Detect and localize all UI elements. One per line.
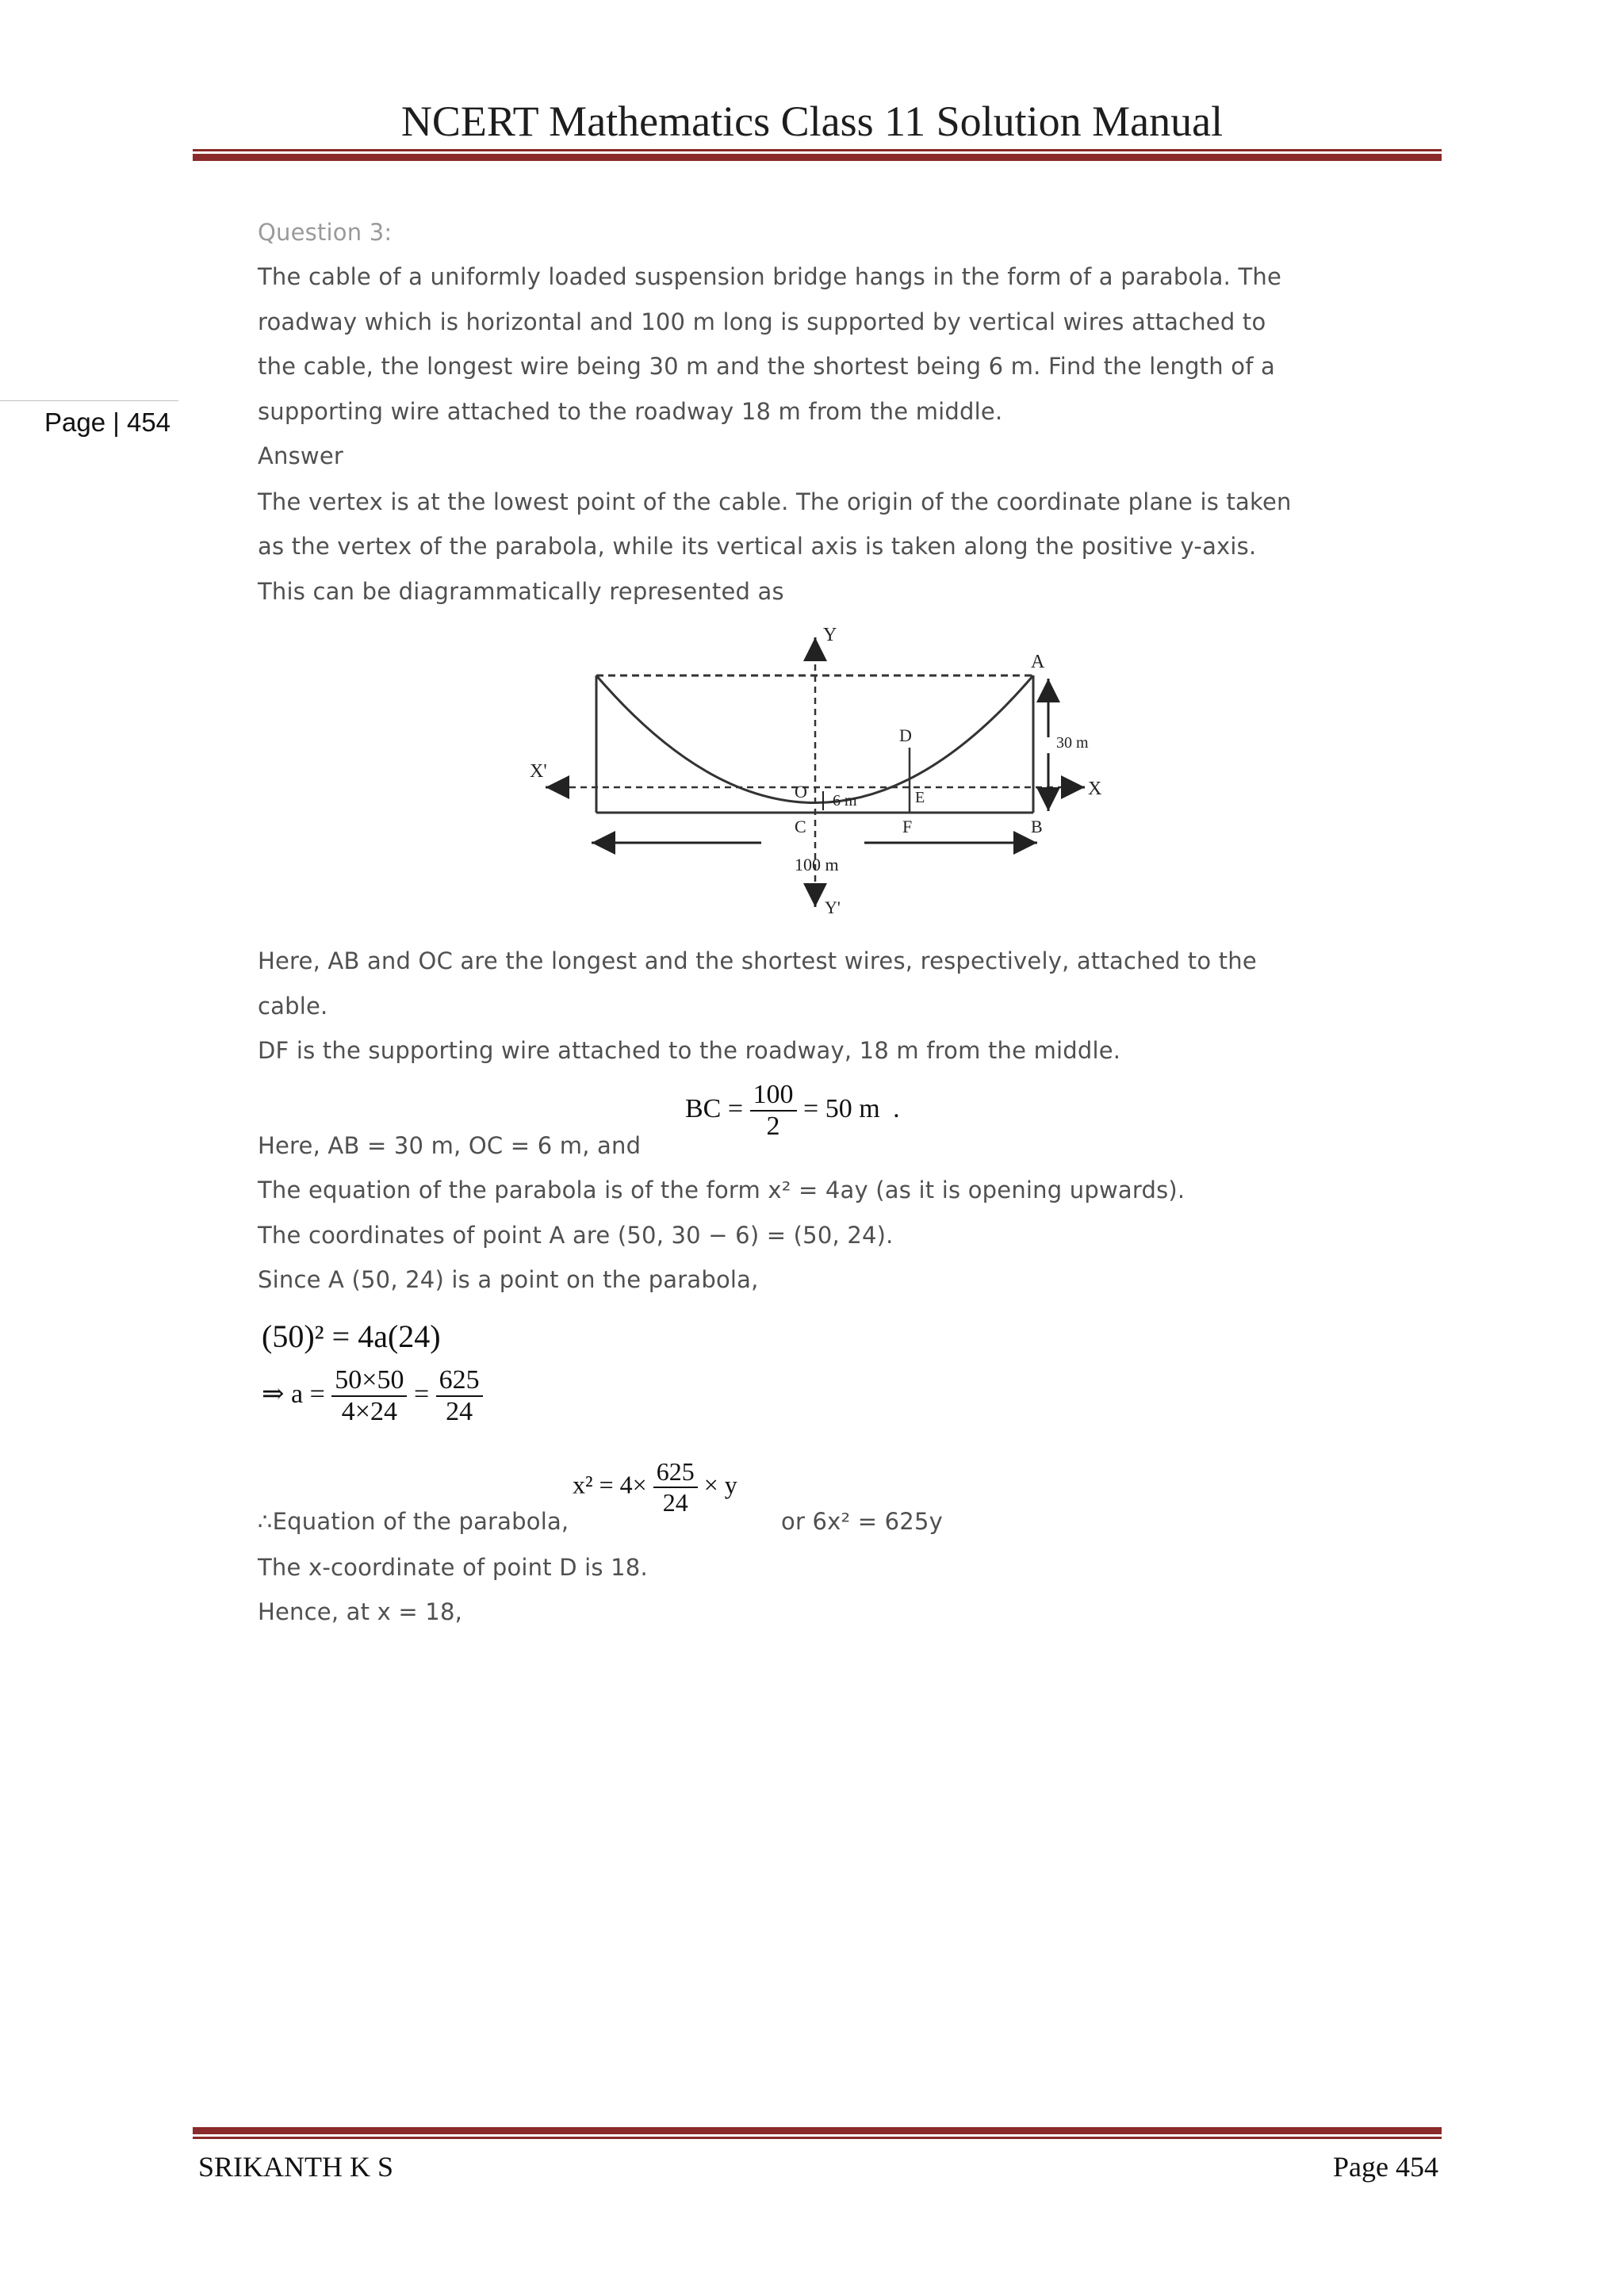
label-f: F — [902, 817, 913, 836]
answer-intro-line: as the vertex of the parabola, while its vertical axis is taken along the positive y-axis. — [258, 533, 1257, 560]
answer-step-line: The equation of the parabola is of the form x² = 4ay (as it is opening upwards). — [258, 1177, 1185, 1203]
question-line: roadway which is horizontal and 100 m long is supported by vertical wires attached to — [258, 308, 1266, 335]
label-y: Y — [823, 625, 837, 645]
eq2-numerator-1: 50×50 — [331, 1365, 407, 1397]
answer-final-line: The x-coordinate of point D is 18. — [258, 1554, 648, 1581]
parabola-denominator: 24 — [662, 1488, 688, 1517]
bc-rhs: = 50 m — [803, 1093, 880, 1123]
equation-a-solution — [262, 1365, 483, 1427]
bc-lhs: BC = — [685, 1093, 744, 1123]
label-b: B — [1031, 817, 1043, 836]
parabola-simplified: or 6x² = 625y — [781, 1508, 943, 1535]
label-e: E — [915, 789, 925, 806]
question-line: the cable, the longest wire being 30 m and the shortest being 6 m. Find the length of a — [258, 353, 1275, 380]
label-o: O — [795, 782, 807, 802]
label-x-neg: X' — [530, 761, 547, 782]
equation-a-substitution: (50)² = 4a(24) — [262, 1318, 441, 1354]
header-rule-thick — [193, 154, 1442, 161]
answer-step-line: The coordinates of point A are (50, 30 − 6) = (50, 24). — [258, 1222, 894, 1249]
answer-step-line: Since A (50, 24) is a point on the parabola, — [258, 1266, 759, 1293]
footer-rule-thick — [193, 2127, 1442, 2134]
question-line: supporting wire attached to the roadway 18 m from the middle. — [258, 398, 1003, 425]
label-x: X — [1088, 779, 1102, 799]
label-d: D — [899, 725, 912, 745]
label-6m: 6 m — [833, 792, 857, 809]
parabola-fraction — [653, 1457, 698, 1517]
parabola-equation-label: ∴Equation of the parabola, — [258, 1508, 569, 1535]
eq2-numerator-2: 625 — [436, 1365, 483, 1397]
side-page-label: Page | 454 — [44, 408, 171, 437]
label-a: A — [1031, 652, 1045, 672]
header-rule-thin — [193, 149, 1442, 151]
answer-body-line: cable. — [258, 993, 328, 1020]
footer-rule — [193, 2127, 1442, 2139]
question-title: Question 3: — [258, 219, 393, 246]
bridge-diagram — [523, 618, 1110, 928]
eq2-fraction-2 — [436, 1365, 483, 1427]
answer-intro-line: The vertex is at the lowest point of the cable. The origin of the coordinate plane is taken — [258, 488, 1292, 515]
eq2-equals: = — [413, 1379, 430, 1409]
footer-author: SRIKANTH K S — [198, 2151, 394, 2183]
page-header-title: NCERT Mathematics Class 11 Solution Manual — [400, 98, 1224, 145]
answer-final-line: Hence, at x = 18, — [258, 1598, 463, 1625]
footer-page-number: Page 454 — [1333, 2151, 1438, 2183]
parabola-cable — [596, 675, 1033, 803]
answer-label: Answer — [258, 442, 344, 469]
label-100m: 100 m — [795, 855, 839, 874]
parabola-lhs: x² = 4× — [573, 1470, 647, 1499]
question-line: The cable of a uniformly loaded suspension bridge hangs in the form of a parabola. The — [258, 263, 1282, 290]
header-rule — [193, 149, 1442, 161]
given-values-text: Here, AB = 30 m, OC = 6 m, and — [258, 1132, 642, 1159]
answer-body-line: Here, AB and OC are the longest and the shortest wires, respectively, attached to the — [258, 947, 1257, 974]
answer-body-line: DF is the supporting wire attached to the roadway, 18 m from the middle. — [258, 1037, 1121, 1064]
bc-equation — [685, 1080, 900, 1142]
bc-denominator: 2 — [766, 1112, 780, 1141]
bc-numerator: 100 — [750, 1080, 797, 1112]
parabola-numerator: 625 — [653, 1457, 698, 1488]
parabola-rhs: × y — [703, 1470, 737, 1499]
answer-intro-line: This can be diagrammatically represented as — [258, 578, 784, 605]
side-page-divider — [0, 400, 178, 401]
footer-rule-thin — [193, 2137, 1442, 2139]
eq2-fraction-1 — [331, 1365, 407, 1427]
eq2-denominator-2: 24 — [446, 1397, 473, 1426]
bc-dot: . — [893, 1093, 900, 1123]
label-y-neg: Y' — [825, 897, 841, 917]
parabola-equation — [573, 1457, 737, 1517]
eq2-denominator-1: 4×24 — [341, 1397, 397, 1426]
label-c: C — [795, 817, 806, 836]
bc-fraction — [750, 1080, 797, 1142]
label-30m: 30 m — [1056, 734, 1089, 752]
eq2-prefix: ⇒ a = — [262, 1379, 325, 1409]
